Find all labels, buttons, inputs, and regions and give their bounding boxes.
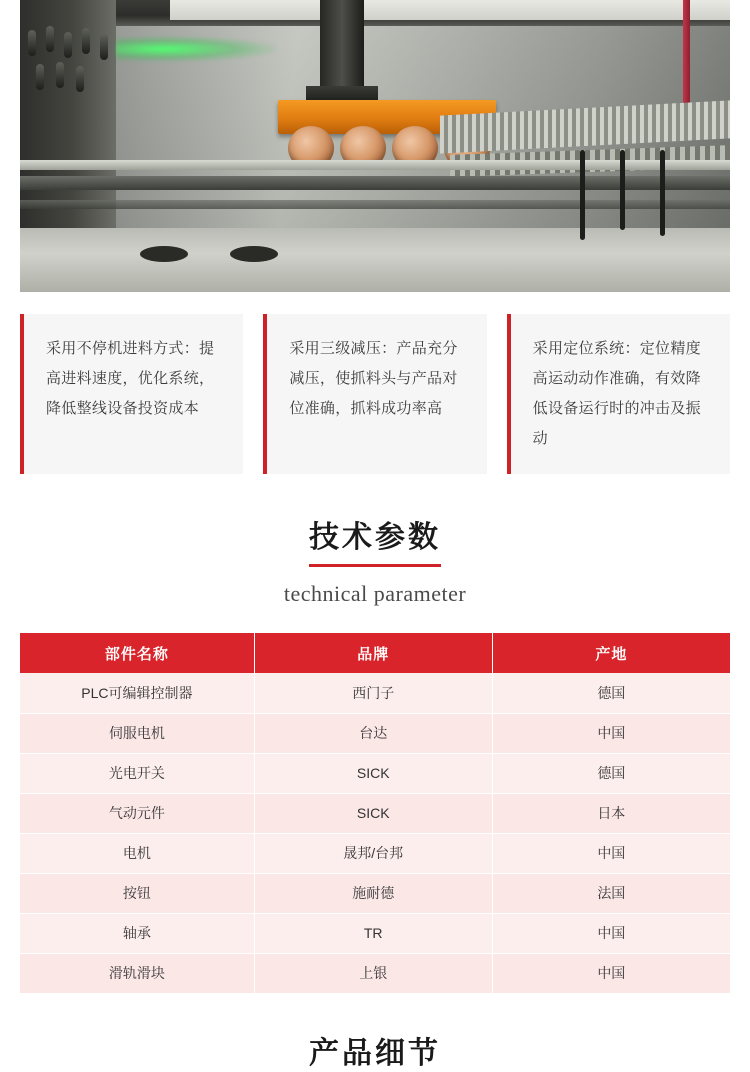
floor-hole [140,246,188,262]
gantry-column [320,0,364,96]
table-header-row [20,633,730,673]
table-header-cell: 部件名称 [20,633,254,673]
table-cell-brand: 上银 [254,953,492,993]
feature-card [20,314,243,474]
table-cell-component: 按钮 [20,873,254,913]
feature-card-text: 采用定位系统：定位精度高运动动作准确，有效降低设备运行时的冲击及振动 [532,340,701,447]
table-row [20,793,730,833]
table-cell-brand: 西门子 [254,673,492,713]
table-row [20,753,730,793]
section-title-cn: 技术参数 [309,512,441,567]
table-row [20,873,730,913]
table-row [20,913,730,953]
hero-machine-photo [20,0,730,292]
feature-card-text: 采用不停机进料方式：提高进料速度，优化系统，降低整线设备投资成本 [46,340,215,417]
section-title-en: technical parameter [283,581,467,606]
table-cell-brand: SICK [254,753,492,793]
table-cell-component: 光电开关 [20,753,254,793]
table-row [20,953,730,993]
table-cell-brand: 晟邦/台邦 [254,833,492,873]
table-cell-component: 伺服电机 [20,713,254,753]
table-cell-brand: SICK [254,793,492,833]
table-cell-component: 气动元件 [20,793,254,833]
table-cell-origin: 中国 [492,913,730,953]
table-cell-component: PLC可编辑控制器 [20,673,254,713]
cable [620,150,625,230]
table-cell-origin: 德国 [492,673,730,713]
table-row [20,713,730,753]
specification-table [20,633,730,994]
table-cell-component: 轴承 [20,913,254,953]
feature-card-list [0,292,750,474]
hook-icon [28,30,36,56]
feature-card [263,314,486,474]
cable [660,150,665,236]
table-cell-component: 电机 [20,833,254,873]
table-header-cell: 品牌 [254,633,492,673]
table-header-cell: 产地 [492,633,730,673]
table-cell-origin: 中国 [492,953,730,993]
hook-icon [46,26,54,52]
hook-icon [56,62,64,88]
table-cell-origin: 日本 [492,793,730,833]
hook-icon [76,66,84,92]
floor-hole [230,246,278,262]
bottom-section-title: 产品细节 [309,1036,441,1070]
cable [580,150,585,240]
table-cell-origin: 法国 [492,873,730,913]
green-laser-beam [116,36,276,62]
table-cell-origin: 德国 [492,753,730,793]
section-title [0,512,750,607]
table-row [20,833,730,873]
table-cell-origin: 中国 [492,833,730,873]
hero-top-white-panel [170,0,730,20]
table-cell-component: 滑轨滑块 [20,953,254,993]
table-cell-brand: TR [254,913,492,953]
hook-icon [36,64,44,90]
feature-card [507,314,730,474]
hook-icon [100,34,108,60]
table-cell-origin: 中国 [492,713,730,753]
table-row [20,673,730,713]
floor-surface [20,228,730,292]
table-cell-brand: 台达 [254,713,492,753]
hook-icon [82,28,90,54]
feature-card-text: 采用三级减压：产品充分减压，使抓料头与产品对位准确，抓料成功率高 [289,340,458,417]
table-cell-brand: 施耐德 [254,873,492,913]
hook-icon [64,32,72,58]
